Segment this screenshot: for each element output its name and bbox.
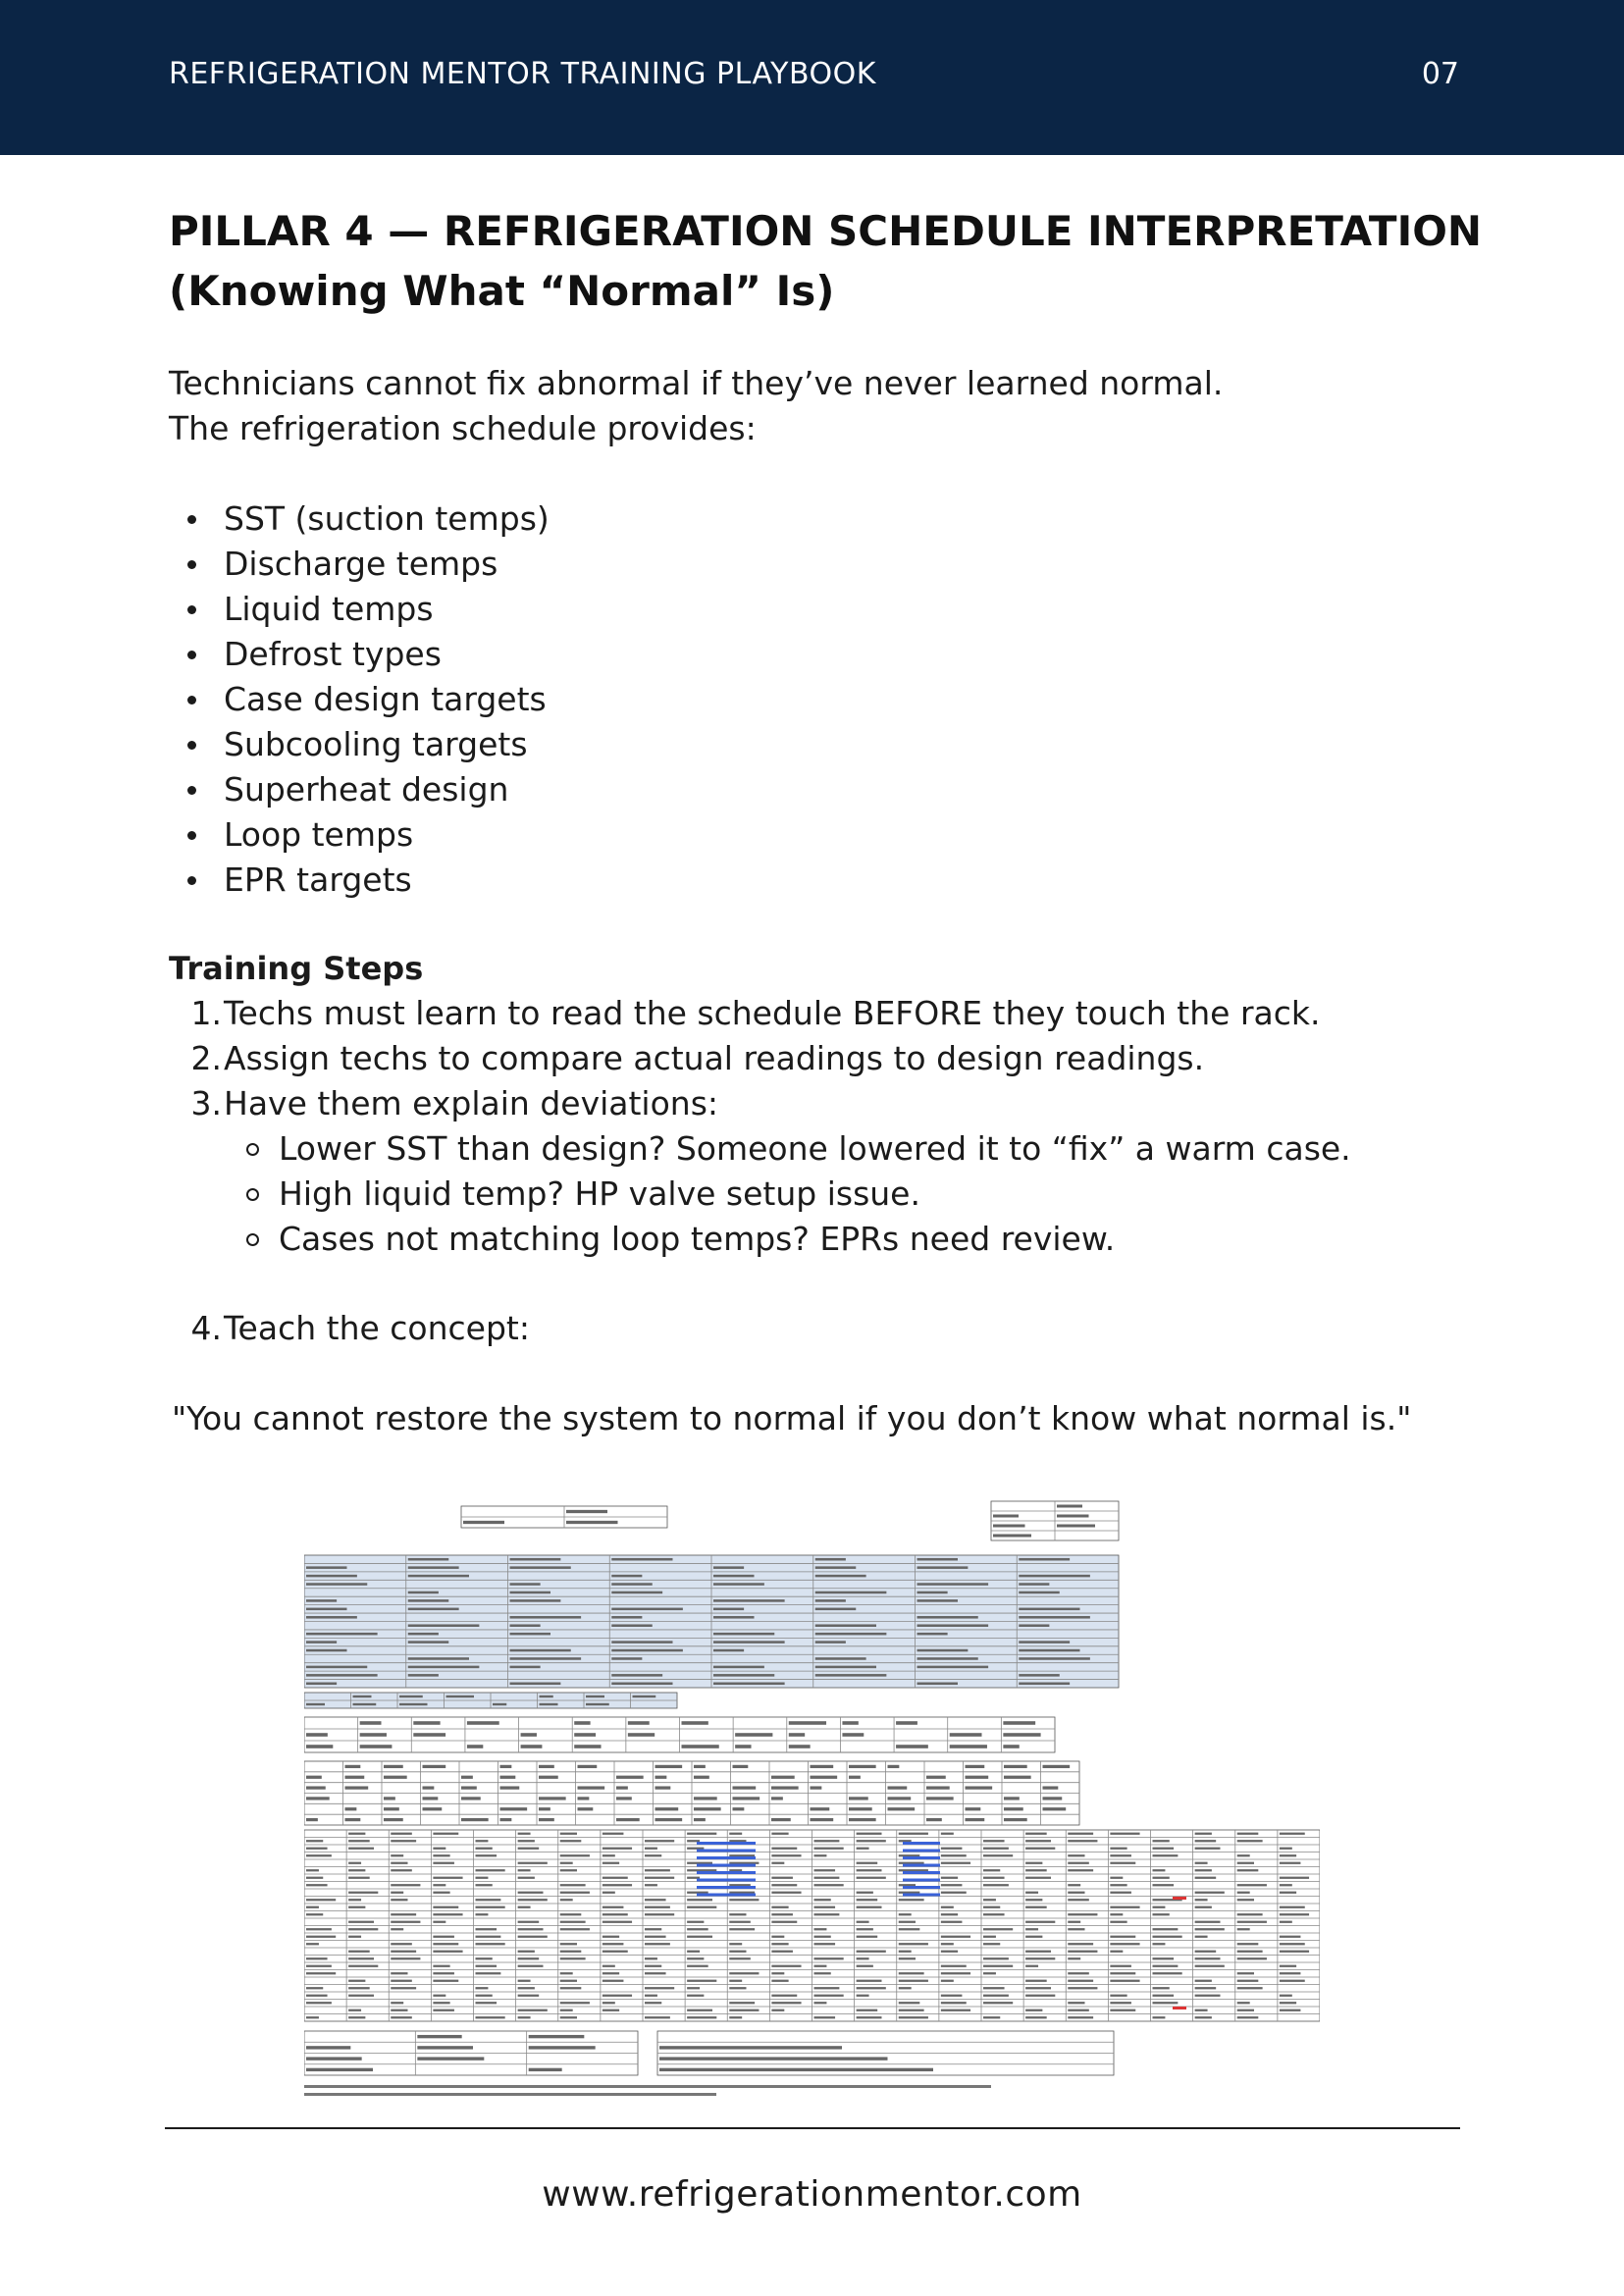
step-text: Teach the concept:: [224, 1309, 530, 1347]
refrigeration-schedule-image: [304, 1496, 1320, 2100]
page-header: [0, 0, 1624, 155]
training-step: [169, 1036, 1351, 1081]
concept-quote: "You cannot restore the system to normal if you don’t know what normal is.": [172, 1399, 1412, 1437]
step-number: 4.: [190, 1309, 222, 1347]
list-item: Subcooling targets: [169, 722, 550, 767]
title-line-2: (Knowing What “Normal” Is): [169, 267, 835, 315]
list-item: Liquid temps: [169, 587, 550, 632]
sub-step: Cases not matching loop temps? EPRs need review.: [169, 1217, 1351, 1262]
sub-step: High liquid temp? HP valve setup issue.: [169, 1172, 1351, 1217]
training-step: [169, 1081, 1351, 1126]
schedule-items-list: [169, 496, 550, 903]
list-item: Discharge temps: [169, 542, 550, 587]
training-steps-list: [169, 991, 1351, 1262]
intro-paragraph: [169, 361, 1223, 451]
step-number: 1.: [190, 994, 222, 1032]
page-title: [169, 201, 1484, 321]
list-item: Superheat design: [169, 767, 550, 812]
intro-line-2: The refrigeration schedule provides:: [169, 409, 757, 447]
page-number: 07: [1421, 57, 1459, 91]
title-line-1: PILLAR 4 — REFRIGERATION SCHEDULE INTERPRETATION: [169, 207, 1483, 255]
step-text: Have them explain deviations:: [224, 1084, 719, 1122]
list-item: Case design targets: [169, 677, 550, 722]
list-item: EPR targets: [169, 858, 550, 903]
list-item: Loop temps: [169, 812, 550, 858]
footer-divider: [165, 2127, 1460, 2129]
step-text: Techs must learn to read the schedule BEFORE they touch the rack.: [224, 994, 1321, 1032]
training-step: [169, 991, 1351, 1036]
step-number: 3.: [190, 1084, 222, 1122]
header-title: REFRIGERATION MENTOR TRAINING PLAYBOOK: [169, 57, 876, 91]
step-number: 2.: [190, 1039, 222, 1077]
training-steps-heading: Training Steps: [169, 950, 424, 987]
footer-url: www.refrigerationmentor.com: [542, 2174, 1082, 2215]
training-step: [169, 1306, 530, 1351]
list-item: SST (suction temps): [169, 496, 550, 542]
list-item: Defrost types: [169, 632, 550, 677]
intro-line-1: Technicians cannot fix abnormal if they’ve never learned normal.: [169, 364, 1224, 402]
step-text: Assign techs to compare actual readings to design readings.: [224, 1039, 1205, 1077]
training-step-4: [169, 1306, 530, 1351]
sub-step: Lower SST than design? Someone lowered it to “fix” a warm case.: [169, 1126, 1351, 1172]
